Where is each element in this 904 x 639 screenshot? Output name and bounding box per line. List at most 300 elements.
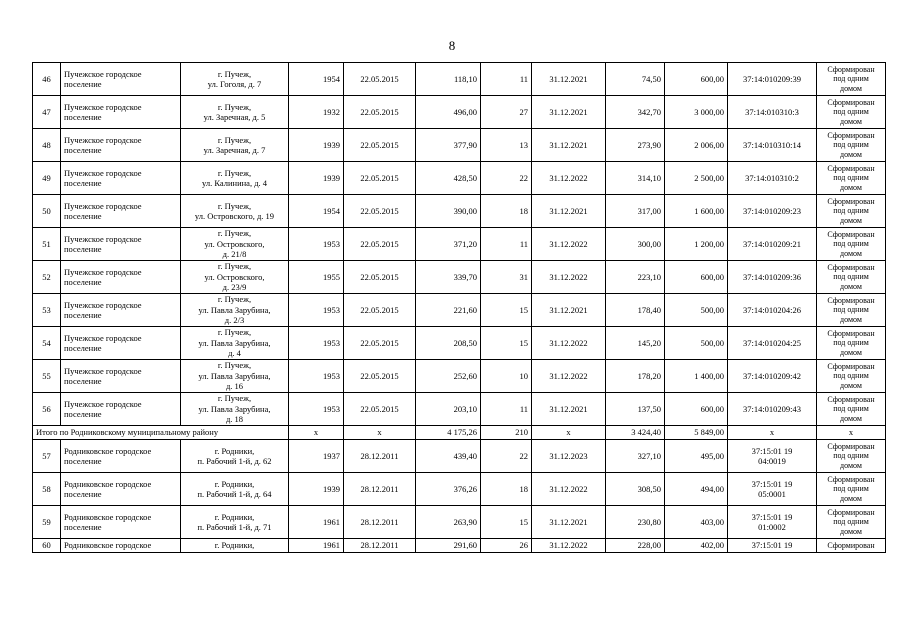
- cadastral-cell-line: 37:14:010209:36: [742, 271, 802, 282]
- recognition-date-cell: 22.05.2015: [344, 228, 416, 261]
- recognition-date-cell: 22.05.2015: [344, 261, 416, 294]
- year-cell: 1953: [289, 327, 344, 360]
- settlement-cell: Родниковское городское поселение: [61, 506, 181, 539]
- address-cell: [181, 96, 289, 129]
- total-cadastral: x: [728, 426, 817, 440]
- address-cell-line: д. 16: [225, 381, 244, 392]
- row-number: 58: [33, 473, 61, 506]
- total-label: Итого по Родниковскому муниципальному району: [33, 426, 289, 440]
- address-cell: [181, 63, 289, 96]
- area-cell: 203,10: [416, 393, 481, 426]
- address-cell-line: д. 21/8: [222, 249, 247, 260]
- area-cell: 496,00: [416, 96, 481, 129]
- cadastral-cell-line: 37:15:01 19: [751, 478, 793, 489]
- status-cell-line: под одним: [833, 74, 869, 84]
- planned-date-cell: 31.12.2022: [532, 228, 606, 261]
- settlement-cell: Родниковское городское поселение: [61, 473, 181, 506]
- address-cell-line: ул. Заречная, д. 5: [203, 112, 266, 122]
- table-row: [33, 96, 886, 129]
- planned-date-cell: 31.12.2023: [532, 440, 606, 473]
- address-cell: [181, 228, 289, 261]
- status-cell: [817, 327, 886, 360]
- row-number: 57: [33, 440, 61, 473]
- year-cell: 1939: [289, 162, 344, 195]
- address-cell-line: д. 23/9: [222, 282, 247, 293]
- status-cell: [817, 96, 886, 129]
- total-cost: 5 849,00: [665, 426, 728, 440]
- table-row: [33, 327, 886, 360]
- status-cell-line: Сформирован: [827, 441, 875, 451]
- status-cell-line: Сформирован: [827, 507, 875, 517]
- status-cell: [817, 162, 886, 195]
- cadastral-cell-line: 37:14:010209:21: [742, 238, 802, 249]
- address-cell-line: г. Родники,: [214, 511, 255, 522]
- cost-cell: 1 400,00: [665, 360, 728, 393]
- year-cell: 1939: [289, 473, 344, 506]
- row-number: 50: [33, 195, 61, 228]
- row-number: 47: [33, 96, 61, 129]
- area-cell: 428,50: [416, 162, 481, 195]
- status-cell-line: под одним: [833, 272, 869, 282]
- residents-cell: 11: [481, 63, 532, 96]
- status-cell: [817, 63, 886, 96]
- table-row: [33, 539, 886, 553]
- settlement-cell: Пучежское городское поселение: [61, 327, 181, 360]
- recognition-date-cell: 22.05.2015: [344, 162, 416, 195]
- address-cell-line: ул. Островского,: [204, 271, 265, 282]
- address-cell-line: ул. Павла Зарубина,: [198, 370, 271, 381]
- address-cell-line: г. Пучеж,: [217, 393, 252, 404]
- year-cell: 1932: [289, 96, 344, 129]
- recognition-date-cell: 22.05.2015: [344, 360, 416, 393]
- area-cell: 263,90: [416, 506, 481, 539]
- address-cell-line: г. Пучеж,: [217, 134, 252, 145]
- status-cell-line: под одним: [833, 140, 869, 150]
- recognition-date-cell: 28.12.2011: [344, 506, 416, 539]
- address-cell-line: п. Рабочий 1-й, д. 71: [197, 522, 272, 532]
- status-cell: [817, 539, 886, 553]
- cost-cell: 600,00: [665, 261, 728, 294]
- residents-cell: 26: [481, 539, 532, 553]
- status-cell: [817, 393, 886, 426]
- year-cell: 1955: [289, 261, 344, 294]
- total-area: 4 175,26: [416, 426, 481, 440]
- cadastral-cell-line: 37:14:010310:14: [742, 139, 802, 150]
- settlement-cell: Пучежское городское поселение: [61, 228, 181, 261]
- planned-date-cell: 31.12.2021: [532, 96, 606, 129]
- address-cell-line: г. Пучеж,: [217, 68, 252, 79]
- row-number: 52: [33, 261, 61, 294]
- area-cell: 291,60: [416, 539, 481, 553]
- address-cell-line: г. Родники,: [214, 445, 255, 456]
- recognition-date-cell: 22.05.2015: [344, 294, 416, 327]
- cadastral-cell-line: 37:15:01 19: [751, 445, 793, 456]
- relocated-area-cell: 223,10: [606, 261, 665, 294]
- address-cell-line: ул. Заречная, д. 7: [203, 145, 266, 155]
- cost-cell: 1 200,00: [665, 228, 728, 261]
- total-date: x: [344, 426, 416, 440]
- recognition-date-cell: 22.05.2015: [344, 327, 416, 360]
- status-cell-line: под одним: [833, 173, 869, 183]
- status-cell-line: Сформирован: [827, 328, 875, 338]
- year-cell: 1953: [289, 294, 344, 327]
- area-cell: 208,50: [416, 327, 481, 360]
- cadastral-cell: [728, 195, 817, 228]
- table-row: [33, 162, 886, 195]
- row-number: 51: [33, 228, 61, 261]
- table-row: [33, 360, 886, 393]
- cadastral-cell-line: 05:0001: [758, 489, 786, 499]
- area-cell: 118,10: [416, 63, 481, 96]
- status-cell: [817, 440, 886, 473]
- settlement-cell: Пучежское городское поселение: [61, 63, 181, 96]
- status-cell-line: домом: [840, 347, 862, 357]
- cadastral-cell: [728, 162, 817, 195]
- area-cell: 339,70: [416, 261, 481, 294]
- cadastral-cell-line: 37:14:010310:2: [745, 172, 799, 183]
- settlement-cell: Пучежское городское поселение: [61, 393, 181, 426]
- address-cell-line: г. Пучеж,: [217, 294, 252, 305]
- area-cell: 377,90: [416, 129, 481, 162]
- status-cell-line: домом: [840, 413, 862, 423]
- cost-cell: 495,00: [665, 440, 728, 473]
- row-number: 60: [33, 539, 61, 553]
- cadastral-cell-line: 01:0002: [758, 522, 786, 532]
- table-row: [33, 129, 886, 162]
- address-cell-line: д. 2/3: [224, 315, 245, 326]
- planned-date-cell: 31.12.2022: [532, 360, 606, 393]
- relocated-area-cell: 317,00: [606, 195, 665, 228]
- status-cell-line: Сформирован: [827, 229, 875, 239]
- cost-cell: 600,00: [665, 63, 728, 96]
- table-row: [33, 294, 886, 327]
- address-cell: [181, 360, 289, 393]
- status-cell-line: домом: [840, 460, 862, 470]
- status-cell: [817, 360, 886, 393]
- cadastral-cell-line: 04:0019: [758, 456, 786, 466]
- address-cell: [181, 162, 289, 195]
- settlement-cell: Пучежское городское поселение: [61, 195, 181, 228]
- status-cell-line: под одним: [833, 371, 869, 381]
- relocated-area-cell: 74,50: [606, 63, 665, 96]
- recognition-date-cell: 22.05.2015: [344, 63, 416, 96]
- table-row: [33, 473, 886, 506]
- address-cell: [181, 195, 289, 228]
- address-cell-line: ул. Гоголя, д. 7: [207, 79, 262, 89]
- recognition-date-cell: 28.12.2011: [344, 473, 416, 506]
- status-cell: [817, 195, 886, 228]
- address-cell-line: г. Пучеж,: [217, 167, 252, 178]
- status-cell-line: под одним: [833, 206, 869, 216]
- table-row: [33, 195, 886, 228]
- cost-cell: 3 000,00: [665, 96, 728, 129]
- status-cell-line: под одним: [833, 239, 869, 249]
- status-cell-line: домом: [840, 314, 862, 324]
- row-number: 48: [33, 129, 61, 162]
- recognition-date-cell: 22.05.2015: [344, 393, 416, 426]
- cadastral-cell-line: 37:14:010209:42: [742, 370, 802, 381]
- cost-cell: 2 006,00: [665, 129, 728, 162]
- status-cell: [817, 294, 886, 327]
- status-cell-line: Сформирован: [827, 361, 875, 371]
- cadastral-cell: [728, 228, 817, 261]
- address-cell: [181, 539, 289, 553]
- status-cell-line: Сформирован: [827, 130, 875, 140]
- status-cell-line: Сформирован: [827, 64, 875, 74]
- address-cell-line: д. 18: [225, 414, 244, 425]
- status-cell: [817, 261, 886, 294]
- address-cell: [181, 294, 289, 327]
- status-cell-line: под одним: [833, 305, 869, 315]
- status-cell-line: под одним: [833, 107, 869, 117]
- cost-cell: 1 600,00: [665, 195, 728, 228]
- row-number: 46: [33, 63, 61, 96]
- cadastral-cell-line: 37:14:010310:3: [745, 106, 799, 117]
- cost-cell: 2 500,00: [665, 162, 728, 195]
- cadastral-cell-line: 37:14:010209:23: [742, 205, 802, 216]
- cost-cell: 494,00: [665, 473, 728, 506]
- address-cell-line: г. Пучеж,: [217, 228, 252, 239]
- address-cell-line: ул. Павла Зарубина,: [198, 403, 271, 414]
- table-body: [33, 63, 886, 553]
- cost-cell: 500,00: [665, 294, 728, 327]
- status-cell-line: под одним: [833, 484, 869, 494]
- status-cell-line: домом: [840, 493, 862, 503]
- relocated-area-cell: 230,80: [606, 506, 665, 539]
- total-relocated-area: 3 424,40: [606, 426, 665, 440]
- year-cell: 1953: [289, 360, 344, 393]
- status-cell: [817, 129, 886, 162]
- housing-register-table: [32, 62, 886, 553]
- relocated-area-cell: 314,10: [606, 162, 665, 195]
- address-cell: [181, 506, 289, 539]
- area-cell: 439,40: [416, 440, 481, 473]
- total-year: x: [289, 426, 344, 440]
- status-cell-line: Сформирован: [827, 196, 875, 206]
- status-cell-line: Сформирован: [827, 295, 875, 305]
- year-cell: 1954: [289, 63, 344, 96]
- cadastral-cell: [728, 63, 817, 96]
- address-cell-line: г. Родники,: [214, 478, 255, 489]
- planned-date-cell: 31.12.2022: [532, 473, 606, 506]
- status-cell-line: Сформирован: [827, 394, 875, 404]
- address-cell-line: г. Пучеж,: [217, 200, 252, 211]
- recognition-date-cell: 22.05.2015: [344, 96, 416, 129]
- status-cell-line: домом: [840, 116, 862, 126]
- relocated-area-cell: 178,40: [606, 294, 665, 327]
- cadastral-cell: [728, 327, 817, 360]
- status-cell-line: под одним: [833, 451, 869, 461]
- year-cell: 1953: [289, 228, 344, 261]
- area-cell: 221,60: [416, 294, 481, 327]
- table-row: [33, 228, 886, 261]
- cost-cell: 402,00: [665, 539, 728, 553]
- address-cell-line: г. Пучеж,: [217, 261, 252, 272]
- address-cell-line: г. Пучеж,: [217, 101, 252, 112]
- cadastral-cell: [728, 360, 817, 393]
- cadastral-cell: [728, 473, 817, 506]
- area-cell: 371,20: [416, 228, 481, 261]
- status-cell-line: Сформирован: [827, 540, 875, 550]
- residents-cell: 11: [481, 228, 532, 261]
- status-cell: [817, 506, 886, 539]
- planned-date-cell: 31.12.2021: [532, 195, 606, 228]
- table-row: [33, 506, 886, 539]
- recognition-date-cell: 22.05.2015: [344, 195, 416, 228]
- residents-cell: 15: [481, 506, 532, 539]
- planned-date-cell: 31.12.2021: [532, 129, 606, 162]
- address-cell-line: ул. Павла Зарубина,: [198, 337, 271, 348]
- row-number: 59: [33, 506, 61, 539]
- address-cell-line: д. 4: [228, 348, 241, 359]
- area-cell: 252,60: [416, 360, 481, 393]
- residents-cell: 11: [481, 393, 532, 426]
- recognition-date-cell: 28.12.2011: [344, 539, 416, 553]
- total-status: x: [817, 426, 886, 440]
- cost-cell: 403,00: [665, 506, 728, 539]
- address-cell-line: ул. Островского, д. 19: [194, 211, 275, 221]
- settlement-cell: Родниковское городское: [61, 539, 181, 553]
- cadastral-cell-line: 37:14:010209:39: [742, 73, 802, 84]
- status-cell-line: Сформирован: [827, 163, 875, 173]
- status-cell-line: домом: [840, 281, 862, 291]
- cadastral-cell: [728, 539, 817, 553]
- cadastral-cell: [728, 96, 817, 129]
- residents-cell: 13: [481, 129, 532, 162]
- row-number: 53: [33, 294, 61, 327]
- planned-date-cell: 31.12.2021: [532, 506, 606, 539]
- cadastral-cell-line: 37:14:010204:26: [742, 304, 802, 315]
- year-cell: 1953: [289, 393, 344, 426]
- address-cell-line: г. Родники,: [214, 540, 255, 551]
- cadastral-cell: [728, 506, 817, 539]
- residents-cell: 27: [481, 96, 532, 129]
- total-residents: 210: [481, 426, 532, 440]
- recognition-date-cell: 22.05.2015: [344, 129, 416, 162]
- status-cell-line: под одним: [833, 517, 869, 527]
- year-cell: 1961: [289, 506, 344, 539]
- row-number: 55: [33, 360, 61, 393]
- address-cell-line: п. Рабочий 1-й, д. 64: [197, 489, 272, 499]
- planned-date-cell: 31.12.2022: [532, 162, 606, 195]
- status-cell-line: домом: [840, 149, 862, 159]
- address-cell-line: ул. Павла Зарубина,: [198, 304, 271, 315]
- settlement-cell: Пучежское городское поселение: [61, 294, 181, 327]
- address-cell-line: ул. Калинина, д. 4: [201, 178, 268, 188]
- residents-cell: 15: [481, 294, 532, 327]
- year-cell: 1961: [289, 539, 344, 553]
- status-cell-line: домом: [840, 83, 862, 93]
- settlement-cell: Пучежское городское поселение: [61, 96, 181, 129]
- address-cell: [181, 129, 289, 162]
- table-row: [33, 261, 886, 294]
- relocated-area-cell: 228,00: [606, 539, 665, 553]
- area-cell: 390,00: [416, 195, 481, 228]
- cadastral-cell-line: 37:15:01 19: [751, 540, 793, 551]
- status-cell-line: под одним: [833, 404, 869, 414]
- table-row: [33, 440, 886, 473]
- cadastral-cell: [728, 261, 817, 294]
- status-cell: [817, 473, 886, 506]
- cadastral-cell-line: 37:14:010204:25: [742, 337, 802, 348]
- address-cell: [181, 261, 289, 294]
- settlement-cell: Пучежское городское поселение: [61, 129, 181, 162]
- relocated-area-cell: 308,50: [606, 473, 665, 506]
- cadastral-cell: [728, 129, 817, 162]
- relocated-area-cell: 273,90: [606, 129, 665, 162]
- row-number: 56: [33, 393, 61, 426]
- residents-cell: 22: [481, 440, 532, 473]
- settlement-cell: Пучежское городское поселение: [61, 261, 181, 294]
- cadastral-cell: [728, 440, 817, 473]
- address-cell: [181, 440, 289, 473]
- address-cell-line: п. Рабочий 1-й, д. 62: [197, 456, 272, 466]
- status-cell-line: домом: [840, 182, 862, 192]
- planned-date-cell: 31.12.2022: [532, 539, 606, 553]
- status-cell-line: домом: [840, 215, 862, 225]
- address-cell-line: г. Пучеж,: [217, 327, 252, 338]
- planned-date-cell: 31.12.2021: [532, 294, 606, 327]
- status-cell-line: домом: [840, 248, 862, 258]
- residents-cell: 31: [481, 261, 532, 294]
- relocated-area-cell: 300,00: [606, 228, 665, 261]
- status-cell: [817, 228, 886, 261]
- status-cell-line: домом: [840, 526, 862, 536]
- residents-cell: 10: [481, 360, 532, 393]
- planned-date-cell: 31.12.2021: [532, 393, 606, 426]
- relocated-area-cell: 342,70: [606, 96, 665, 129]
- status-cell-line: под одним: [833, 338, 869, 348]
- relocated-area-cell: 137,50: [606, 393, 665, 426]
- status-cell-line: домом: [840, 380, 862, 390]
- year-cell: 1937: [289, 440, 344, 473]
- recognition-date-cell: 28.12.2011: [344, 440, 416, 473]
- cadastral-cell-line: 37:15:01 19: [751, 511, 793, 522]
- status-cell-line: Сформирован: [827, 262, 875, 272]
- row-number: 49: [33, 162, 61, 195]
- cost-cell: 600,00: [665, 393, 728, 426]
- settlement-cell: Пучежское городское поселение: [61, 162, 181, 195]
- total-planned: x: [532, 426, 606, 440]
- area-cell: 376,26: [416, 473, 481, 506]
- table-row: [33, 393, 886, 426]
- planned-date-cell: 31.12.2022: [532, 327, 606, 360]
- row-number: 54: [33, 327, 61, 360]
- address-cell-line: ул. Островского,: [204, 238, 265, 249]
- page-number: 8: [448, 38, 456, 53]
- year-cell: 1954: [289, 195, 344, 228]
- residents-cell: 18: [481, 195, 532, 228]
- cadastral-cell: [728, 393, 817, 426]
- year-cell: 1939: [289, 129, 344, 162]
- status-cell-line: Сформирован: [827, 474, 875, 484]
- cadastral-cell: [728, 294, 817, 327]
- planned-date-cell: 31.12.2022: [532, 261, 606, 294]
- status-cell-line: Сформирован: [827, 97, 875, 107]
- relocated-area-cell: 145,20: [606, 327, 665, 360]
- cost-cell: 500,00: [665, 327, 728, 360]
- relocated-area-cell: 327,10: [606, 440, 665, 473]
- residents-cell: 22: [481, 162, 532, 195]
- residents-cell: 15: [481, 327, 532, 360]
- relocated-area-cell: 178,20: [606, 360, 665, 393]
- planned-date-cell: 31.12.2021: [532, 63, 606, 96]
- address-cell: [181, 393, 289, 426]
- address-cell-line: г. Пучеж,: [217, 360, 252, 371]
- total-row: [33, 426, 886, 440]
- address-cell: [181, 327, 289, 360]
- cadastral-cell-line: 37:14:010209:43: [742, 403, 802, 414]
